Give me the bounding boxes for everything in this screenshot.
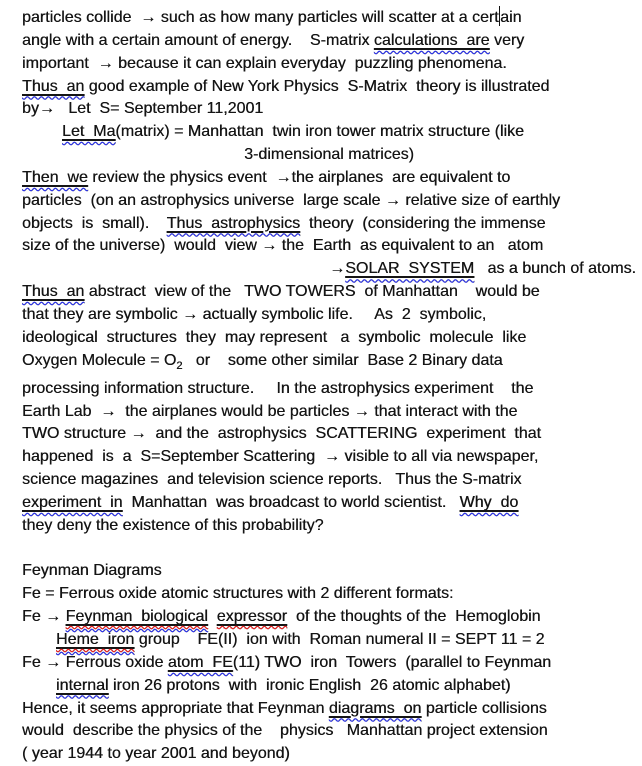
text-line	[22, 538, 636, 561]
text-segment: iron 26 protons with ironic English 26 atomic alphabet)	[108, 676, 511, 694]
text-segment: very	[489, 31, 525, 49]
grammar-squiggle	[22, 169, 88, 186]
grammar-squiggle	[56, 631, 134, 648]
text-segment: they deny the existence of this probability?	[22, 516, 324, 534]
solid-underline	[329, 700, 422, 717]
text-line	[22, 583, 636, 606]
text-segment: Fe → Ferrous oxide	[22, 653, 168, 671]
text-line	[22, 446, 636, 469]
underlined-text-segment: atom FE	[167, 653, 233, 671]
text-line	[22, 378, 636, 401]
solid-underline	[56, 677, 108, 694]
text-segment: ideological structures they may represent a symbolic molecule like	[22, 328, 527, 346]
text-line	[22, 190, 636, 213]
text-segment: Fe = Ferrous oxide atomic structures with 2 different formats:	[22, 585, 454, 603]
underlined-text-segment: calculations are	[373, 31, 490, 49]
text-segment: or some other similar Base 2 Binary data	[182, 351, 503, 369]
text-segment: theory (considering the immense	[300, 214, 546, 232]
text-line	[22, 167, 636, 190]
text-segment: particles (on an astrophysics universe large scale → relative size of earthly	[22, 191, 561, 209]
underlined-text-segment: SOLAR SYSTEM	[345, 260, 475, 278]
grammar-squiggle	[22, 494, 123, 511]
solid-underline	[22, 78, 84, 95]
text-line	[22, 675, 636, 698]
text-segment: of the thoughts of the Hemoglobin	[287, 608, 541, 626]
text-segment: good example of New York Physics S-Matrix theory is illustrated	[84, 77, 550, 95]
text-line	[22, 423, 636, 446]
solid-underline	[167, 215, 300, 232]
text-line	[22, 76, 636, 99]
text-line	[22, 6, 636, 30]
text-line	[22, 469, 636, 492]
text-segment: important → because it can explain everyday puzzling phenomena.	[22, 54, 507, 72]
text-line	[22, 235, 636, 258]
text-segment: abstract view of the TWO TOWERS of Manhattan would be	[84, 283, 540, 301]
text-line	[22, 720, 636, 743]
solid-underline	[460, 494, 519, 511]
solid-underline	[345, 260, 474, 277]
text-segment: Manhattan was broadcast to world scientist.	[122, 493, 460, 511]
underlined-text-segment: internal	[56, 676, 109, 694]
text-segment: would describe the physics of the physics Manhattan project extension	[22, 722, 548, 740]
underlined-text-segment: Thus an	[22, 283, 85, 301]
text-line	[22, 327, 636, 350]
grammar-squiggle	[374, 32, 490, 49]
underlined-text-segment: Why do	[459, 493, 519, 511]
text-segment: angle with a certain amount of energy. S-matrix	[22, 31, 374, 49]
text-line	[22, 606, 636, 629]
solid-underline	[62, 123, 115, 140]
grammar-squiggle	[22, 78, 84, 95]
underlined-text-segment: experiment in	[22, 493, 123, 511]
text-segment: Fe →	[22, 608, 66, 626]
solid-underline	[22, 494, 123, 511]
text-line	[22, 698, 636, 721]
grammar-squiggle	[167, 215, 300, 232]
grammar-squiggle	[66, 608, 208, 625]
text-segment: Earth Lab → the airplanes would be particles → that interact with the	[22, 402, 518, 420]
text-segment: (matrix) = Manhattan twin iron tower matrix structure (like	[115, 123, 524, 141]
spelling-squiggle	[217, 608, 287, 625]
text-line	[22, 121, 636, 144]
text-line	[22, 304, 636, 327]
solid-underline	[66, 608, 208, 625]
text-segment: as a bunch of atoms.	[474, 260, 636, 278]
text-segment: 2	[176, 359, 183, 372]
text-line	[22, 350, 636, 378]
solid-underline	[22, 283, 84, 300]
document-body	[22, 6, 636, 766]
spelling-squiggle	[56, 631, 134, 648]
text-segment: Oxygen Molecule = O	[22, 351, 177, 369]
text-line	[22, 144, 636, 167]
text-segment: Hence, it seems appropriate that Feynman	[22, 699, 329, 717]
text-segment: processing information structure. In the astrophysics experiment the	[22, 379, 534, 397]
text-segment	[208, 608, 217, 625]
grammar-squiggle	[345, 260, 474, 277]
underlined-text-segment: Let Ma	[62, 123, 116, 141]
grammar-squiggle	[56, 677, 108, 694]
underlined-text-segment: Thus astrophysics	[166, 214, 301, 232]
text-line	[22, 401, 636, 424]
text-line	[22, 281, 636, 304]
solid-underline	[56, 631, 134, 648]
text-segment: happened is a S=September Scattering → visible to all via newspaper,	[22, 448, 539, 466]
underlined-text-segment: Then we	[22, 168, 88, 186]
grammar-squiggle	[62, 123, 115, 140]
spelling-squiggle	[66, 608, 208, 625]
underlined-text-segment: expressor	[216, 608, 287, 626]
text-segment: TWO structure → and the astrophysics SCATTERING experiment that	[22, 425, 541, 443]
text-line	[22, 258, 636, 281]
text-line	[22, 213, 636, 236]
underlined-text-segment: Thus an	[22, 77, 85, 95]
grammar-squiggle	[168, 654, 233, 671]
text-line	[22, 629, 636, 652]
text-segment: particles collide → such as how many particles will scatter at a cert	[22, 9, 499, 26]
underlined-text-segment: Heme iron	[56, 630, 135, 648]
text-segment: that they are symbolic → actually symbolic life. As 2 symbolic,	[22, 305, 487, 323]
text-segment: size of the universe) would view → the Earth as equivalent to an atom	[22, 237, 544, 255]
grammar-squiggle	[329, 700, 422, 717]
text-segment: 3-dimensional matrices)	[244, 146, 414, 164]
text-segment: ( year 1944 to year 2001 and beyond)	[22, 745, 290, 763]
text-line	[22, 492, 636, 515]
solid-underline	[374, 32, 490, 49]
text-line	[22, 515, 636, 538]
text-segment: science magazines and television science reports. Thus the S-matrix	[22, 471, 522, 489]
underlined-text-segment: diagrams on	[328, 699, 422, 717]
text-line	[22, 652, 636, 675]
text-line	[22, 560, 636, 583]
text-segment: objects is small).	[22, 214, 167, 232]
grammar-squiggle	[460, 494, 519, 511]
text-segment: (11) TWO iron Towers (parallel to Feynman	[232, 653, 552, 671]
text-line	[22, 30, 636, 53]
text-segment: particle collisions	[421, 699, 547, 717]
grammar-squiggle	[22, 283, 84, 300]
underlined-text-segment: Feynman biological	[65, 608, 208, 626]
text-line	[22, 98, 636, 121]
text-segment: group FE(II) ion with Roman numeral II = SEPT 11 = 2	[134, 630, 545, 648]
text-line	[22, 53, 636, 76]
text-segment: review the physics event →the airplanes are equivalent to	[87, 168, 511, 186]
text-segment: by→ Let S= September 11,2001	[22, 100, 264, 118]
solid-underline	[217, 608, 287, 625]
text-segment: ain	[500, 9, 522, 26]
text-segment: →	[329, 260, 346, 278]
solid-underline	[168, 654, 233, 671]
text-segment: Feynman Diagrams	[22, 562, 162, 580]
solid-underline	[22, 169, 88, 186]
